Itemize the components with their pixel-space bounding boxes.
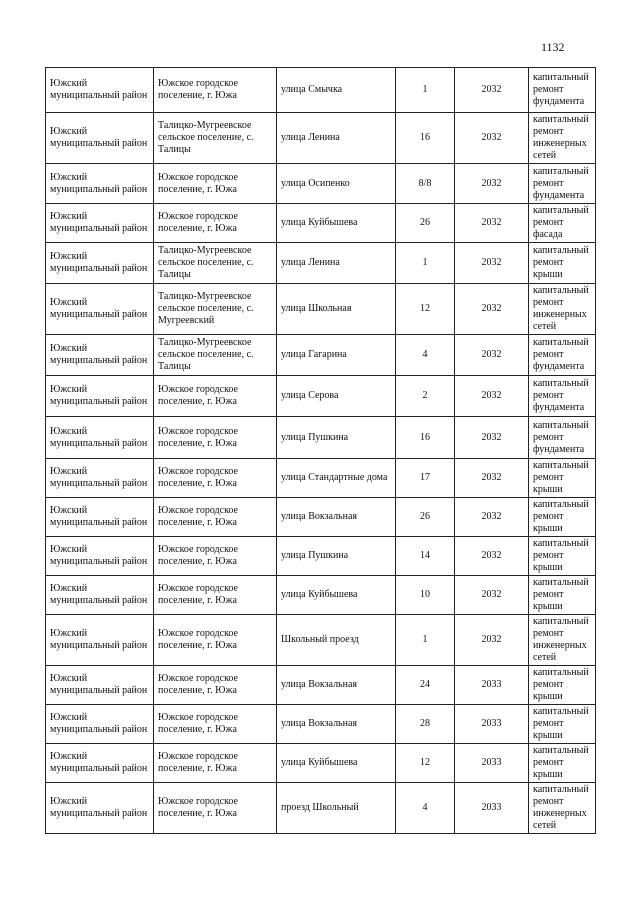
settlement-cell: Южское городское поселение, г. Южа [154,204,277,243]
settlement-cell: Южское городское поселение, г. Южа [154,68,277,113]
municipality-cell: Южский муниципальный район [46,459,154,498]
street-cell: улица Серова [277,376,396,417]
house-number-cell: 8/8 [396,164,455,204]
municipality-cell: Южский муниципальный район [46,204,154,243]
table-row [46,417,596,459]
municipality-cell: Южский муниципальный район [46,576,154,615]
table-row [46,666,596,705]
municipality-cell: Южский муниципальный район [46,705,154,744]
house-number-cell: 1 [396,243,455,284]
settlement-cell: Талицко-Мугреевское сельское поселение, с. Талицы [154,243,277,284]
year-cell: 2032 [455,498,529,537]
municipality-cell: Южский муниципальный район [46,744,154,783]
year-cell: 2032 [455,243,529,284]
table-body [46,68,596,834]
house-number-cell: 17 [396,459,455,498]
work-type-cell: капитальный ремонт фундамента [529,376,596,417]
street-cell: улица Вокзальная [277,705,396,744]
street-cell: улица Вокзальная [277,666,396,705]
municipality-cell: Южский муниципальный район [46,537,154,576]
house-number-cell: 1 [396,68,455,113]
settlement-cell: Южское городское поселение, г. Южа [154,376,277,417]
house-number-cell: 10 [396,576,455,615]
street-cell: улица Куйбышева [277,204,396,243]
municipality-cell: Южский муниципальный район [46,164,154,204]
work-type-cell: капитальный ремонт фундамента [529,417,596,459]
year-cell: 2032 [455,576,529,615]
settlement-cell: Южское городское поселение, г. Южа [154,615,277,666]
table-row [46,335,596,376]
municipality-cell: Южский муниципальный район [46,243,154,284]
municipality-cell: Южский муниципальный район [46,284,154,335]
street-cell: улица Куйбышева [277,744,396,783]
settlement-cell: Южское городское поселение, г. Южа [154,498,277,537]
municipality-cell: Южский муниципальный район [46,666,154,705]
table-row [46,744,596,783]
year-cell: 2032 [455,164,529,204]
work-type-cell: капитальный ремонт фундамента [529,164,596,204]
year-cell: 2032 [455,204,529,243]
settlement-cell: Южское городское поселение, г. Южа [154,417,277,459]
street-cell: улица Осипенко [277,164,396,204]
repair-schedule-table [45,67,596,834]
work-type-cell: капитальный ремонт фундамента [529,335,596,376]
work-type-cell: капитальный ремонт крыши [529,705,596,744]
street-cell: улица Школьная [277,284,396,335]
municipality-cell: Южский муниципальный район [46,498,154,537]
work-type-cell: капитальный ремонт инженерных сетей [529,113,596,164]
table-row [46,576,596,615]
work-type-cell: капитальный ремонт инженерных сетей [529,615,596,666]
street-cell: улица Пушкина [277,537,396,576]
work-type-cell: капитальный ремонт фасада [529,204,596,243]
settlement-cell: Талицко-Мугреевское сельское поселение, с. Талицы [154,335,277,376]
house-number-cell: 2 [396,376,455,417]
work-type-cell: капитальный ремонт инженерных сетей [529,783,596,834]
settlement-cell: Южское городское поселение, г. Южа [154,666,277,705]
settlement-cell: Талицко-Мугреевское сельское поселение, с. Мугреевский [154,284,277,335]
year-cell: 2033 [455,705,529,744]
year-cell: 2033 [455,783,529,834]
work-type-cell: капитальный ремонт инженерных сетей [529,284,596,335]
street-cell: улица Ленина [277,243,396,284]
year-cell: 2032 [455,68,529,113]
year-cell: 2032 [455,376,529,417]
house-number-cell: 26 [396,204,455,243]
table-row [46,376,596,417]
work-type-cell: капитальный ремонт крыши [529,666,596,705]
table-row [46,705,596,744]
municipality-cell: Южский муниципальный район [46,615,154,666]
house-number-cell: 28 [396,705,455,744]
settlement-cell: Южское городское поселение, г. Южа [154,705,277,744]
year-cell: 2032 [455,459,529,498]
settlement-cell: Южское городское поселение, г. Южа [154,744,277,783]
street-cell: улица Вокзальная [277,498,396,537]
house-number-cell: 16 [396,417,455,459]
house-number-cell: 16 [396,113,455,164]
municipality-cell: Южский муниципальный район [46,783,154,834]
municipality-cell: Южский муниципальный район [46,68,154,113]
table-row [46,113,596,164]
settlement-cell: Южское городское поселение, г. Южа [154,783,277,834]
street-cell: улица Гагарина [277,335,396,376]
street-cell: улица Стандартные дома [277,459,396,498]
table-row [46,783,596,834]
house-number-cell: 24 [396,666,455,705]
work-type-cell: капитальный ремонт крыши [529,459,596,498]
table-row [46,284,596,335]
house-number-cell: 4 [396,783,455,834]
municipality-cell: Южский муниципальный район [46,113,154,164]
street-cell: улица Пушкина [277,417,396,459]
settlement-cell: Южское городское поселение, г. Южа [154,164,277,204]
municipality-cell: Южский муниципальный район [46,376,154,417]
work-type-cell: капитальный ремонт крыши [529,498,596,537]
street-cell: проезд Школьный [277,783,396,834]
page-number: 1132 [541,40,565,54]
street-cell: улица Смычка [277,68,396,113]
table-row [46,243,596,284]
year-cell: 2032 [455,417,529,459]
house-number-cell: 26 [396,498,455,537]
table-row [46,459,596,498]
year-cell: 2032 [455,537,529,576]
table-row [46,615,596,666]
year-cell: 2032 [455,113,529,164]
work-type-cell: капитальный ремонт крыши [529,744,596,783]
settlement-cell: Южское городское поселение, г. Южа [154,459,277,498]
year-cell: 2032 [455,284,529,335]
street-cell: улица Ленина [277,113,396,164]
municipality-cell: Южский муниципальный район [46,417,154,459]
year-cell: 2032 [455,335,529,376]
table-row [46,164,596,204]
street-cell: Школьный проезд [277,615,396,666]
work-type-cell: капитальный ремонт крыши [529,576,596,615]
table-row [46,68,596,113]
house-number-cell: 4 [396,335,455,376]
table-row [46,498,596,537]
settlement-cell: Южское городское поселение, г. Южа [154,576,277,615]
house-number-cell: 12 [396,284,455,335]
house-number-cell: 12 [396,744,455,783]
street-cell: улица Куйбышева [277,576,396,615]
house-number-cell: 14 [396,537,455,576]
work-type-cell: капитальный ремонт крыши [529,243,596,284]
municipality-cell: Южский муниципальный район [46,335,154,376]
settlement-cell: Южское городское поселение, г. Южа [154,537,277,576]
year-cell: 2032 [455,615,529,666]
house-number-cell: 1 [396,615,455,666]
table-row [46,204,596,243]
settlement-cell: Талицко-Мугреевское сельское поселение, с. Талицы [154,113,277,164]
table-row [46,537,596,576]
year-cell: 2033 [455,744,529,783]
work-type-cell: капитальный ремонт крыши [529,537,596,576]
work-type-cell: капитальный ремонт фундамента [529,68,596,113]
year-cell: 2033 [455,666,529,705]
